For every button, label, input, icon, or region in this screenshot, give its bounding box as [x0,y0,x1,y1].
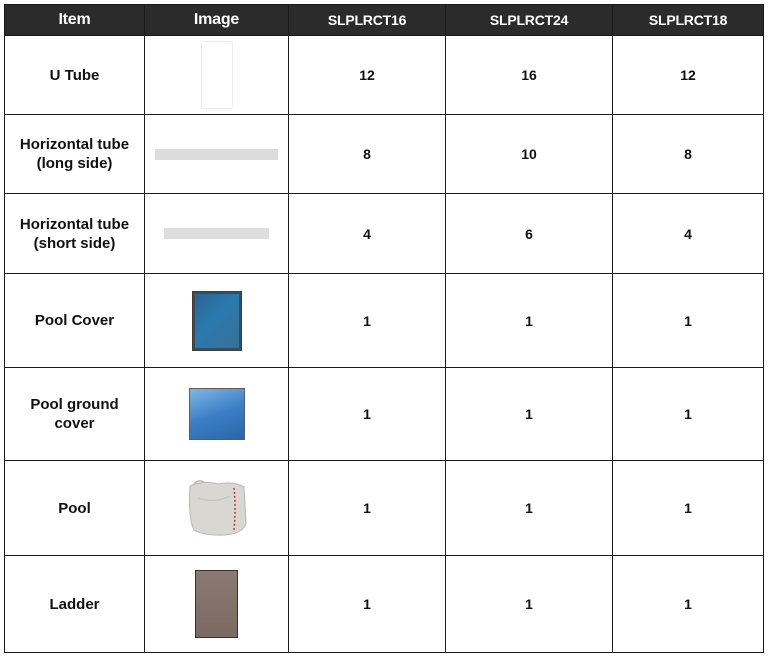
qty-cell: 1 [613,368,764,461]
item-name-cell [5,115,145,194]
image-cell [145,194,289,274]
qty-cell: 1 [289,556,446,653]
item-name: Ladder [49,595,100,613]
qty-cell: 6 [446,194,613,274]
item-name-cell [5,36,145,115]
item-name-cell [5,556,145,653]
qty-cell: 1 [613,556,764,653]
header-image: Image [145,5,289,36]
qty-cell: 1 [446,461,613,556]
qty-cell: 1 [446,274,613,368]
pool-ground-cover-image [189,388,245,440]
table-row [5,115,764,194]
qty-cell: 10 [446,115,613,194]
pool-cover-image [192,291,242,351]
image-cell [145,115,289,194]
image-cell [145,274,289,368]
qty-cell: 1 [289,368,446,461]
qty-cell: 8 [613,115,764,194]
parts-table [4,4,764,653]
item-name: Pool ground cover [30,396,119,432]
header-model-1: SLPLRCT16 [289,5,446,36]
item-name: U Tube [49,66,100,84]
qty-cell: 1 [446,556,613,653]
qty-cell: 12 [289,36,446,115]
item-name: Pool [58,499,91,517]
item-name: Horizontal tube (long side) [19,136,130,172]
image-cell [145,36,289,115]
item-name: Horizontal tube (short side) [19,215,130,252]
item-name-cell [5,274,145,368]
table-row [5,368,764,461]
table-row [5,274,764,368]
horizontal-tube-short-image [164,228,269,239]
table-row [5,194,764,274]
qty-cell: 1 [289,461,446,556]
u-tube-image [201,41,233,109]
horizontal-tube-long-image [155,149,278,160]
table-row [5,461,764,556]
pool-bag-image [184,478,250,538]
image-cell [145,556,289,653]
qty-cell: 1 [289,274,446,368]
header-model-2: SLPLRCT24 [446,5,613,36]
table-row [5,36,764,115]
qty-cell: 16 [446,36,613,115]
qty-cell: 8 [289,115,446,194]
image-cell [145,461,289,556]
image-cell [145,368,289,461]
table-row [5,556,764,653]
qty-cell: 4 [289,194,446,274]
header-item: Item [5,5,145,36]
item-name: Pool Cover [34,312,115,329]
qty-cell: 1 [446,368,613,461]
item-name-cell [5,194,145,274]
item-name-cell [5,368,145,461]
qty-cell: 1 [613,274,764,368]
ladder-box-image [195,570,238,638]
qty-cell: 12 [613,36,764,115]
qty-cell: 4 [613,194,764,274]
header-row [5,5,764,36]
item-name-cell [5,461,145,556]
qty-cell: 1 [613,461,764,556]
header-model-3: SLPLRCT18 [613,5,764,36]
